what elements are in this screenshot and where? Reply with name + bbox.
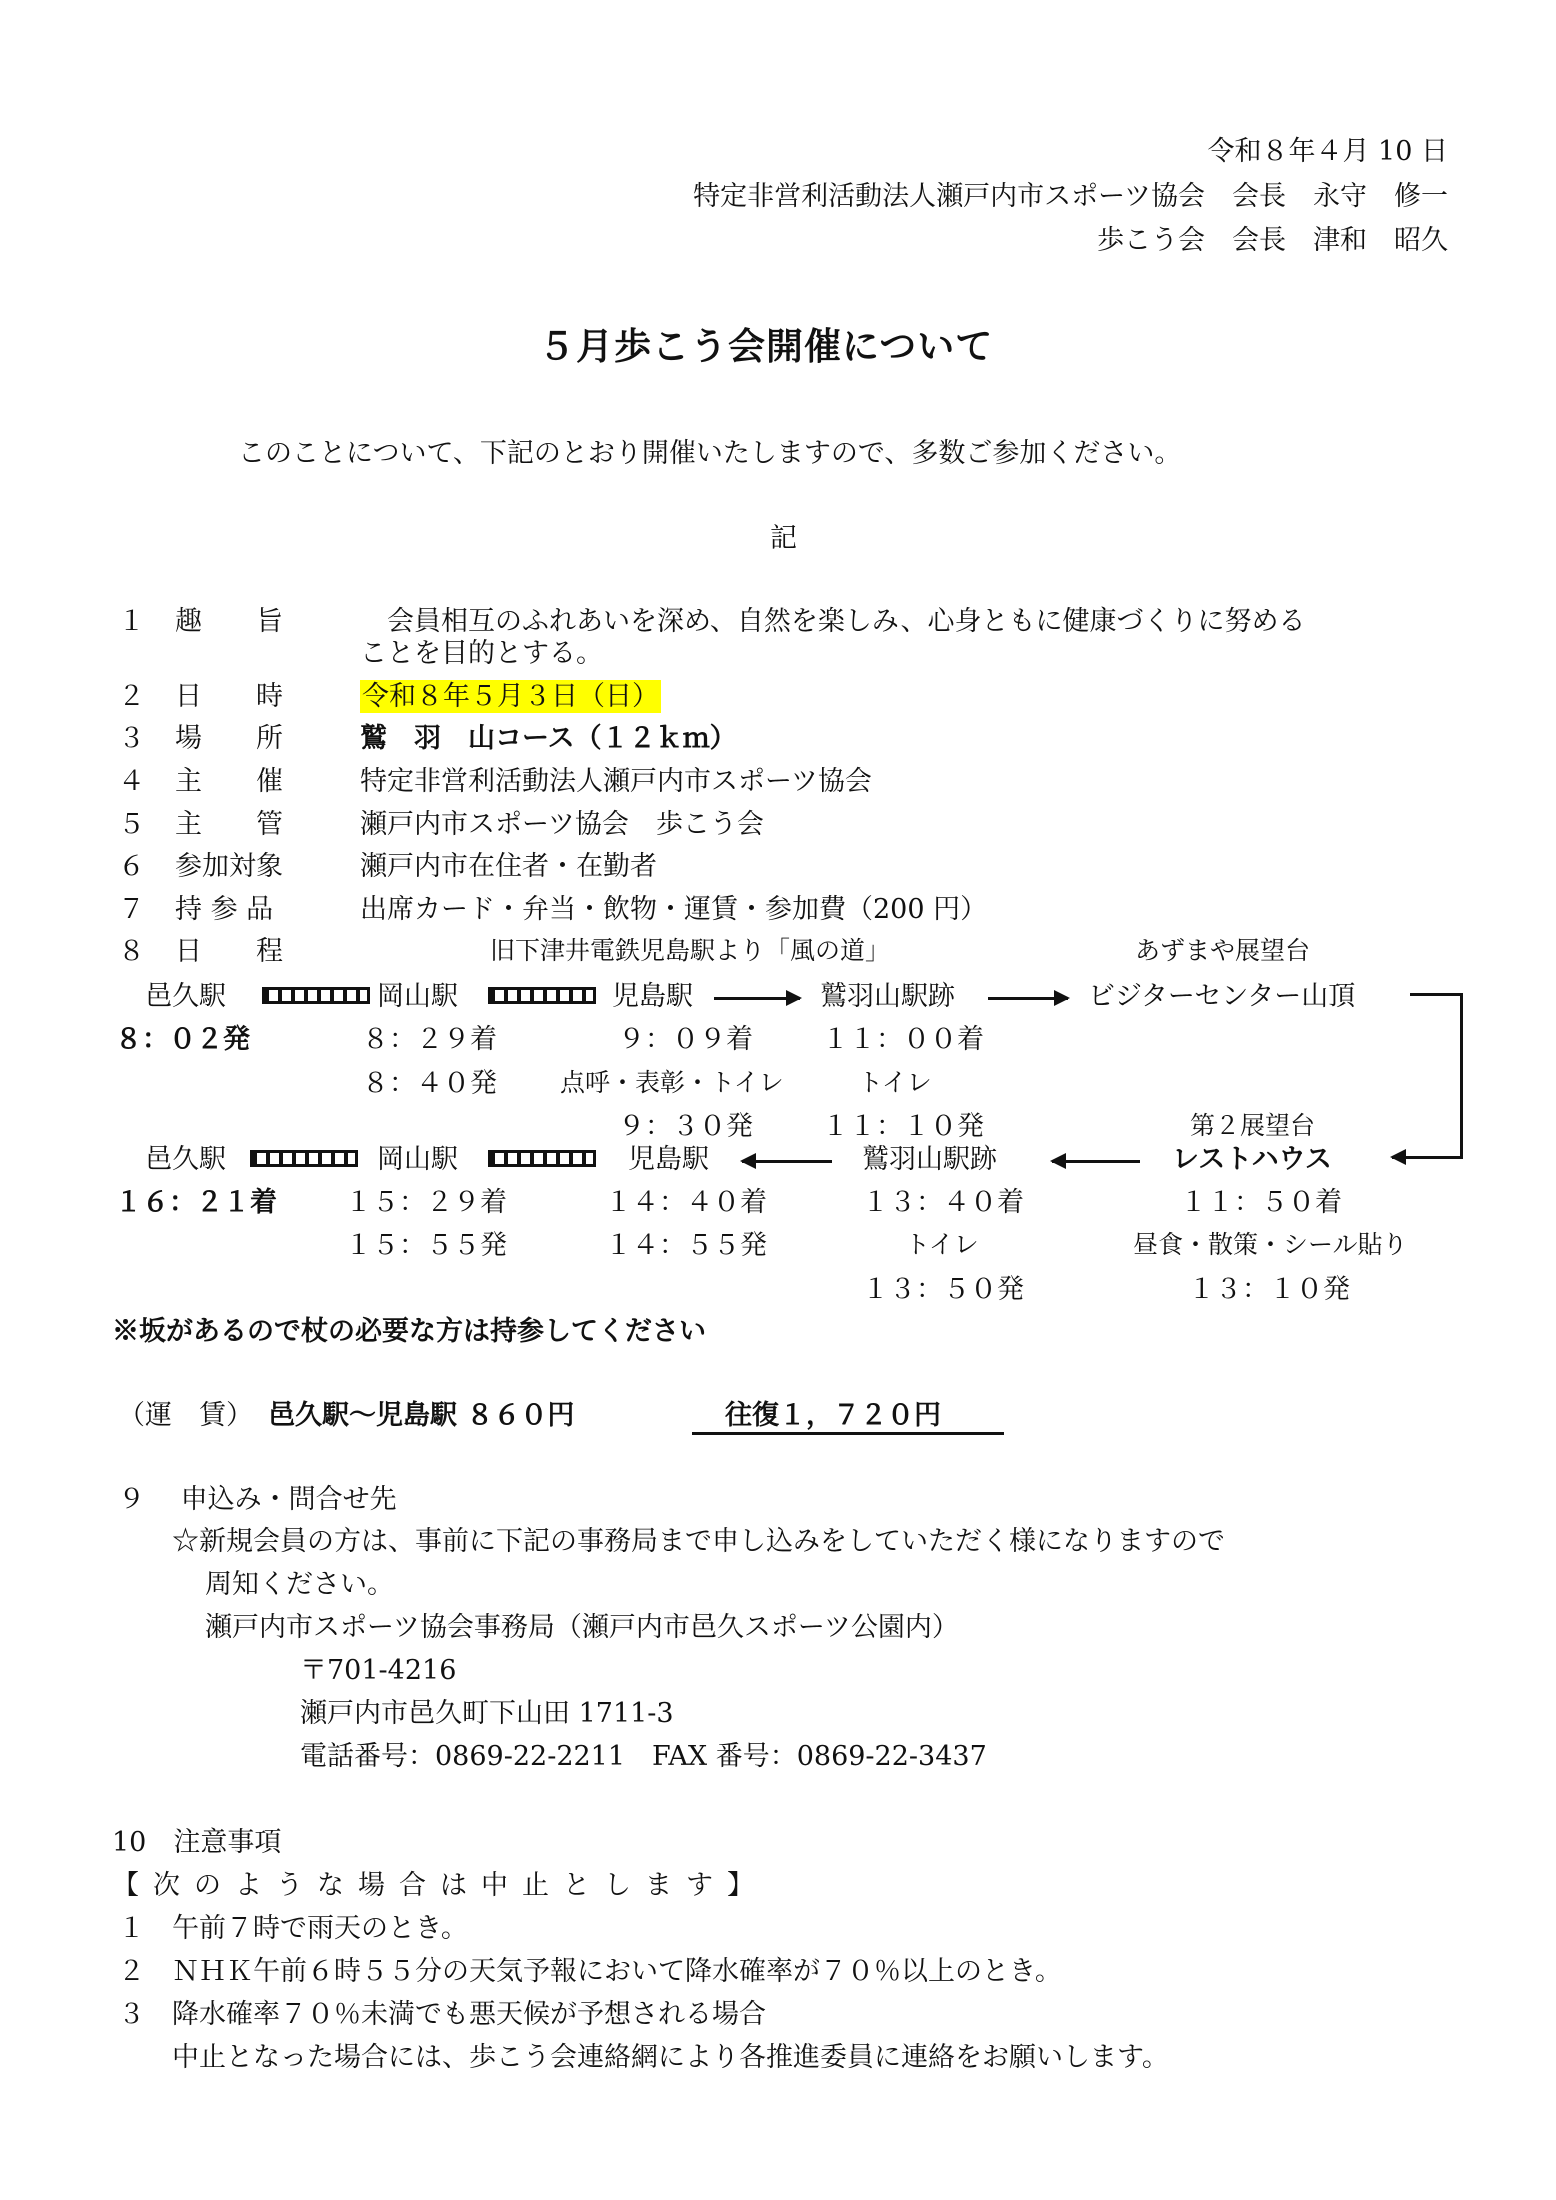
station-oku-outbound: 邑久駅 <box>145 981 226 1012</box>
contact-office: 瀬戸内市スポーツ協会事務局（瀬戸内市邑久スポーツ公園内） <box>205 1612 959 1643</box>
depart-kojima-return-time: １４：５５発 <box>605 1230 767 1261</box>
item-7-number: ７ <box>118 894 145 925</box>
item-5-label: 主 管 <box>175 809 283 840</box>
depart-washuzan-return-time: １３：５０発 <box>862 1274 1024 1305</box>
item-8-label: 日 程 <box>175 936 283 967</box>
contact-heading: ９ 申込み・問合せ先 <box>118 1484 397 1515</box>
note-contact-line: 中止となった場合には、歩こう会連絡網により各推進委員に連絡をお願いします。 <box>172 2042 1169 2073</box>
station-oku-return: 邑久駅 <box>145 1144 226 1175</box>
second-observatory-label: 第２展望台 <box>1190 1111 1316 1140</box>
schedule-route-note: 旧下津井電鉄児島駅より「風の道」 <box>490 936 891 965</box>
station-washuzan-return: 鷲羽山駅跡 <box>862 1144 997 1175</box>
arrive-rest-house-time: １１：５０着 <box>1180 1187 1342 1218</box>
item-1-text-line2: ことを目的とする。 <box>360 638 603 669</box>
arrive-okayama-time: ８：２９着 <box>362 1024 497 1055</box>
depart-okayama-return-time: １５：５５発 <box>345 1230 507 1261</box>
kojima-activities: 点呼・表彰・トイレ <box>560 1068 784 1097</box>
arrive-okayama-return-time: １５：２９着 <box>345 1187 507 1218</box>
rest-house-activities: 昼食・散策・シール貼り <box>1133 1230 1408 1259</box>
rail-line-icon <box>262 987 370 1004</box>
arrive-oku-time: １６：２１着 <box>115 1187 277 1218</box>
item-3-course: 鷲 羽 山コース（１２ｋｍ） <box>360 723 737 754</box>
contact-notice-line2: 周知ください。 <box>205 1569 394 1600</box>
note-3-text: 降水確率７０％未満でも悪天候が予想される場合 <box>172 1999 766 2030</box>
item-8-number: ８ <box>118 936 145 967</box>
connector-line <box>1410 993 1462 996</box>
note-2-number: ２ <box>118 1956 145 1987</box>
washuzan-toilet: トイレ <box>858 1068 932 1097</box>
item-6-label: 参加対象 <box>175 851 283 882</box>
item-4-number: ４ <box>118 766 145 797</box>
note-2-text: ＮＨＫ午前６時５５分の天気予報において降水確率が７０％以上のとき。 <box>172 1956 1062 1987</box>
depart-rest-house-time: １３：１０発 <box>1188 1274 1350 1305</box>
rail-line-icon <box>488 1150 596 1167</box>
item-2-label: 日 時 <box>175 681 283 712</box>
contact-phone-fax: 電話番号：0869-22-2211 FAX 番号：0869-22-3437 <box>300 1741 987 1772</box>
schedule-azumaya-note: あずまや展望台 <box>1135 936 1311 965</box>
station-kojima-outbound: 児島駅 <box>612 981 693 1012</box>
stop-visitor-center-summit: ビジターセンター山頂 <box>1088 981 1356 1012</box>
contact-zip: 〒701-4216 <box>300 1655 457 1686</box>
item-3-number: ３ <box>118 723 145 754</box>
organization-chair-line: 特定非営利活動法人瀬戸内市スポーツ協会 会長 永守 修一 <box>693 181 1448 212</box>
connector-line <box>1460 993 1463 1159</box>
arrow-left-icon <box>1052 1160 1140 1163</box>
item-3-label: 場 所 <box>175 723 283 754</box>
arrow-right-icon <box>988 997 1068 1000</box>
note-1-number: １ <box>118 1913 145 1944</box>
station-okayama-outbound: 岡山駅 <box>377 981 458 1012</box>
contact-address: 瀬戸内市邑久町下山田 1711-3 <box>300 1698 674 1729</box>
page-title: ５月歩こう会開催について <box>538 324 994 368</box>
item-7-items-to-bring: 出席カード・弁当・飲物・運賃・参加費（200 円） <box>360 894 988 925</box>
ki-heading: 記 <box>770 523 797 554</box>
item-5-manager: 瀬戸内市スポーツ協会 歩こう会 <box>360 809 764 840</box>
station-kojima-return: 児島駅 <box>628 1144 709 1175</box>
item-4-label: 主 催 <box>175 766 283 797</box>
item-2-date-highlighted: 令和８年５月３日（日） <box>362 681 659 712</box>
arrow-left-icon <box>742 1160 832 1163</box>
station-washuzan-outbound: 鷲羽山駅跡 <box>820 981 955 1012</box>
washuzan-return-toilet: トイレ <box>905 1230 979 1259</box>
arrive-kojima-time: ９：０９着 <box>618 1024 753 1055</box>
item-1-text-line1: 会員相互のふれあいを深め、自然を楽しみ、心身ともに健康づくりに努める <box>360 606 1306 637</box>
depart-oku-time: ８：０２発 <box>115 1024 250 1055</box>
depart-washuzan-time: １１：１０発 <box>822 1111 984 1142</box>
arrow-left-icon <box>1392 1156 1462 1159</box>
item-1-number: １ <box>118 606 145 637</box>
rail-line-icon <box>488 987 596 1004</box>
arrive-washuzan-return-time: １３：４０着 <box>862 1187 1024 1218</box>
club-chair-line: 歩こう会 会長 津和 昭久 <box>1097 225 1448 256</box>
intro-text: このことについて、下記のとおり開催いたしますので、多数ご参加ください。 <box>238 438 1182 469</box>
rail-line-icon <box>250 1150 358 1167</box>
fare-underline <box>692 1432 1004 1435</box>
fare-label: （運 賃） <box>118 1400 253 1431</box>
item-5-number: ５ <box>118 809 145 840</box>
notes-heading: 10 注意事項 <box>112 1827 282 1858</box>
stop-rest-house: レストハウス <box>1172 1144 1332 1175</box>
item-4-organizer: 特定非営利活動法人瀬戸内市スポーツ協会 <box>360 766 872 797</box>
item-6-number: ６ <box>118 851 145 882</box>
depart-okayama-time: ８：４０発 <box>362 1068 497 1099</box>
depart-kojima-time: ９：３０発 <box>618 1111 753 1142</box>
cane-note: ※坂があるので杖の必要な方は持参してください <box>112 1316 706 1347</box>
arrive-washuzan-time: １１：００着 <box>822 1024 984 1055</box>
item-2-number: ２ <box>118 681 145 712</box>
item-7-label: 持 参 品 <box>175 894 274 925</box>
document-date: 令和８年４月 10 日 <box>1207 136 1448 167</box>
fare-round-trip: 往復１，７２０円 <box>725 1400 941 1431</box>
note-1-text: 午前７時で雨天のとき。 <box>172 1913 468 1944</box>
cancellation-conditions-heading: 【次のような場合は中止とします】 <box>112 1870 768 1901</box>
contact-notice-line1: ☆新規会員の方は、事前に下記の事務局まで申し込みをしていただく様になりますので <box>172 1526 1225 1557</box>
note-3-number: ３ <box>118 1999 145 2030</box>
item-1-label: 趣 旨 <box>175 606 283 637</box>
fare-one-way: 邑久駅～児島駅 ８６０円 <box>268 1400 575 1431</box>
item-6-eligibility: 瀬戸内市在住者・在勤者 <box>360 851 657 882</box>
station-okayama-return: 岡山駅 <box>377 1144 458 1175</box>
arrow-right-icon <box>714 997 800 1000</box>
arrive-kojima-return-time: １４：４０着 <box>605 1187 767 1218</box>
